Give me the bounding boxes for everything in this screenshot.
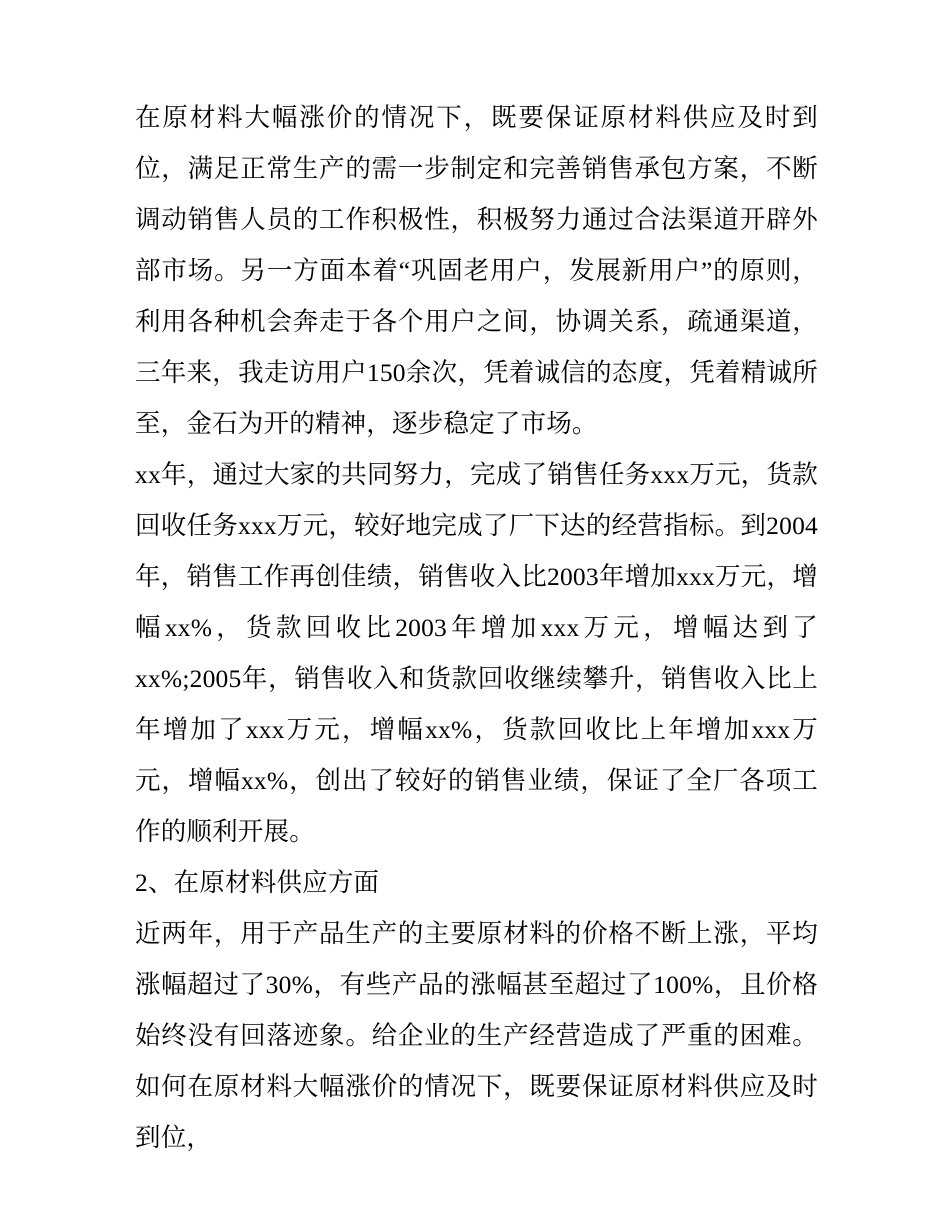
paragraph-heading: 2、在原材料供应方面 — [135, 868, 380, 897]
paragraph: 在原材料大幅涨价的情况下，既要保证原材料供应及时到位，满足正常生产的需一步制定和完善销售承包方案，不断调动销售人员的工作积极性，积极努力通过合法渠道开辟外部市场。另一方面本着“巩固老用户，发展新用户”的原则，利用各种机会奔走于各个用户之间，协调关系，疏通渠道，三年来，我走访用户150余次，凭着诚信的态度，凭着精诚所至，金石为开的精神，逐步稳定了市场。 — [135, 103, 818, 438]
paragraph: xx年，通过大家的共同努力，完成了销售任务xxx万元，货款回收任务xxx万元，较好地完成了厂下达的经营指标。到2004年，销售工作再创佳绩，销售收入比2003年增加xxx万元，增幅xx%，货款回收比2003年增加xxx万元，增幅达到了xx%;2005年，销售收入和货款回收继续攀升，销售收入比上年增加了xxx万元，增幅xx%，货款回收比上年增加xxx万元，增幅xx%，创出了较好的销售业绩，保证了全厂各项工作的顺利开展。 — [135, 460, 818, 846]
document-body — [135, 92, 818, 1163]
paragraph: 近两年，用于产品生产的主要原材料的价格不断上涨，平均涨幅超过了30%，有些产品的涨幅甚至超过了100%，且价格始终没有回落迹象。给企业的生产经营造成了严重的困难。如何在原材料大幅涨价的情况下，既要保证原材料供应及时到位， — [135, 919, 818, 1152]
